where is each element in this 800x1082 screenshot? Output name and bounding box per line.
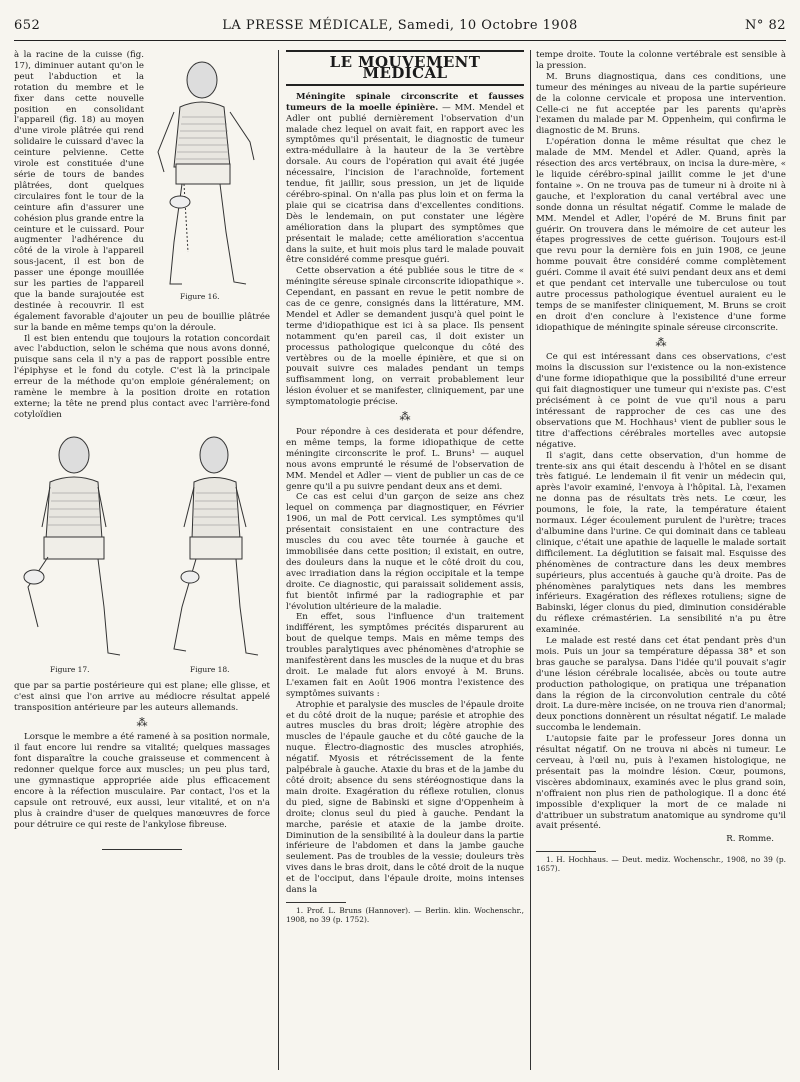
col2-paragraph: En effet, sous l'influence d'un traitement indifférent, les symptômes précités disparurent au bout de quelque temps. Mais en même temps des troubles paralytiques avec phénomènes d'atrophie se manifestèrent dans les muscles de la nuque et du bras droit. Le malade fut alors envoyé à M. Bruns. L'examen fait en Août 1906 montra l'existence des symptômes suivants : — [286, 612, 524, 699]
col2-paragraph: Cette observation a été publiée sous le titre de « méningite séreuse spinale circonscrite idiopathique ». Cependant, en passant en revue le petit nombre de cas de ce genre, consignés dans la littérature, MM. Mendel et Adler se demandent jusqu'à quel point le terme d'idiopathique est ici à sa place. Ils pensent notamment qu'en pareil cas, il doit exister un processus pathologique quelconque du côté des vertèbres ou de la moelle épinière, et que si on pouvait suivre ces malades pendant un temps suffisamment long, on verrait probablement leur lésion évoluer et se manifester, cliniquement, par une symptomatologie précise. — [286, 266, 524, 408]
article-lead: Méningite spinale circonscrite et fausses tumeurs de la moelle épinière. — [286, 91, 524, 113]
column-3 — [536, 50, 786, 1050]
column-divider — [530, 50, 531, 1070]
figure-16-illustration — [150, 52, 270, 292]
col1-paragraph: que par sa partie postérieure qui est plane; elle glisse, et c'est ainsi que l'on arrive au médiocre résultat appelé transposition antérieure par les auteurs allemands. — [14, 680, 270, 713]
figure-18-caption: Figure 18. — [190, 664, 230, 674]
col3-paragraph: tempe droite. Toute la colonne vertébrale est sensible à la pression. — [536, 50, 786, 71]
page-header — [14, 18, 786, 41]
column-1 — [14, 50, 270, 1050]
author-signature: R. Romme. — [726, 834, 774, 845]
section-separator: ⁂ — [655, 335, 667, 349]
figure-17-caption: Figure 17. — [50, 664, 90, 674]
figure-16 — [150, 52, 270, 302]
figures-17-18-illustration — [14, 427, 270, 663]
footnote-rule — [286, 902, 346, 903]
journal-title: LA PRESSE MÉDICALE, Samedi, 10 Octobre 1908 — [222, 18, 578, 33]
footnote: 1. H. Hochhaus. — Deut. mediz. Wochenschr., 1908, no 39 (p. 1657). — [536, 855, 786, 874]
col1-paragraph: Il est bien entendu que toujours la rotation concordait avec l'abduction, selon le schéma que nous avons donné, puisque sans cela il n'y a pas de rapport possible entre l'épiphyse et le fond du cotyle. C'est là la principale erreur de la méthode qu'on emploie généralement; on ramène le membre à la position droite en rotation externe; la tête ne prend plus contact avec l'arrière-fond cotyloïdien — [14, 333, 270, 420]
col2-paragraph: Atrophie et paralysie des muscles de l'épaule droite et du côté droit de la nuque; parésie et atrophie des autres muscles du bras droit; légère atrophie des muscles de l'épaule gauche et du côté gauche de la nuque. Électro-diagnostic des muscles atrophiés, négatif. Myosis et rétrécissement de la fente palpébrale à gauche. Ataxie du bras et de la jambe du côté droit; absence du sens stéréognostique dans la main droite. Exagération du réflexe rotulien, clonus du pied, signe de Babinski et signe d'Oppenheim à droite; clonus seul du pied à gauche. Pendant la marche, parésie et ataxie de la jambe droite. Diminution de la sensibilité à la douleur dans la partie inférieure de l'abdomen et dans la jambe gauche seulement. Pas de troubles de la vessie; douleurs très vives dans le bras droit, dans le côté droit de la nuque et de l'occiput, dans l'épaule droite, moins intenses dans la — [286, 699, 524, 896]
col3-paragraph: M. Bruns diagnostiqua, dans ces conditions, une tumeur des méninges au niveau de la partie supérieure de la colonne cervicale et proposa une intervention. Celle-ci ne fut acceptée par les parents qu'après l'examen du malade par M. Oppenheim, qui confirma le diagnostic de M. Bruns. — [536, 71, 786, 137]
col2-paragraph: Ce cas est celui d'un garçon de seize ans chez lequel on commença par diagnostiquer, en Février 1906, un mal de Pott cervical. Les symptômes qu'il présentait consistaient en une contracture des muscles du cou avec tête tournée à gauche et immobilisée dans cette position; il existait, en outre, des douleurs dans la nuque et le côté droit du cou, avec irradiation dans la région occipitale et la tempe droite. Ce diagnostic, qui paraissait solidement assis, fut bientôt infirmé par la radiographie et par l'évolution ultérieure de la maladie. — [286, 492, 524, 612]
col3-paragraph: Ce qui est intéressant dans ces observations, c'est moins la discussion sur l'existence ou la non-existence d'une forme idiopathique que la possibilité d'une erreur qui fait diagnostiquer une tumeur qui n'existe pas. C'est précisément à ce point de vue qu'il nous a paru intéressant de rapprocher de ces cas une des observations que M. Hochhaus¹ vient de publier sous le titre d'affections cérébrales mortelles avec autopsie négative. — [536, 352, 786, 450]
page-number: 652 — [14, 18, 41, 33]
col3-paragraph: L'opération donna le même résultat que chez le malade de MM. Mendel et Adler. Quand, après la résection des arcs vertébraux, on incisa la dure-mère, « le liquide cérébro-spinal jaillit comme le jet d'une fontaine ». On ne trouva pas de tumeur ni à droite ni à gauche, et l'exploration du canal vertébral avec une sonde donna un résultat négatif. Comme le malade de MM. Mendel et Adler, l'opéré de M. Bruns finit par guérir. On trouvera dans le mémoire de cet auteur les étapes progressives de cette guérison. Toujours est-il que revu pour la dernière fois en juin 1908, ce jeune homme pouvait être considéré comme complètement guéri. Comme il avait été suivi pendant deux ans et demi et que pendant cet intervalle une tuberculose ou tout autre processus pathologique éventuel auraient eu le temps de se manifester cliniquement, M. Bruns se croit en droit d'en conclure à l'existence d'une forme idiopathique de méningite spinale séreuse circonscrite. — [536, 137, 786, 333]
figure-16-caption: Figure 16. — [180, 292, 220, 301]
end-rule — [102, 849, 182, 850]
footnote-rule — [536, 851, 596, 852]
col2-paragraph: Pour répondre à ces desiderata et pour défendre, en même temps, la forme idiopathique de cette méningite circonscrite le prof. L. Bruns¹ — auquel nous avons emprunté le résumé de l'observation de MM. Mendel et Adler — vient de publier un cas de ce genre qu'il a pu suivre pendant deux ans et demi. — [286, 427, 524, 492]
footnote: 1. Prof. L. Bruns (Hannover). — Berlin. klin. Wochenschr., 1908, no 39 (p. 1752). — [286, 905, 524, 924]
column-divider — [278, 50, 279, 1070]
section-title: LE MOUVEMENT MÉDICAL — [286, 50, 524, 86]
column-2 — [286, 50, 524, 1050]
issue-number: N° 82 — [744, 18, 786, 33]
section-separator: ⁂ — [399, 410, 411, 424]
figures-17-18 — [14, 427, 270, 677]
col3-paragraph: Le malade est resté dans cet état pendant près d'un mois. Puis un jour sa température dépassa 38° et son bras gauche se paralysa. Dans l'idée qu'il pouvait s'agir d'une lésion cérébrale localisée, abcès ou toute autre production pathologique, on pratiqua une trépanation dans la région de la circonvolution centrale du côté droit. La dure-mère incisée, on ne trouva rien d'anormal; deux ponctions donnèrent un résultat négatif. Le malade succomba le lendemain. — [536, 636, 786, 734]
col3-paragraph: L'autopsie faite par le professeur Jores donna un résultat négatif. On ne trouva ni abcès ni tumeur. Le cerveau, à l'œil nu, puis à l'examen histologique, ne présentait pas la moindre lésion. Cœur, poumons, viscères abdominaux, examinés avec le plus grand soin, n'offraient non plus rien de pathologique. Il a donc été impossible d'expliquer la mort de ce malade ni d'attribuer un substratum anatomique au syndrome qu'il avait présenté. — [536, 734, 786, 832]
col1-paragraph: à la racine de la cuisse (fig. 17), diminuer autant qu'on le peut l'abduction et la rotation du membre et le fixer dans cette nouvelle position en consolidant l'appareil (fig. 18) au moyen d'une virole plâtrée qui rend solidaire le cuissard d'avec la ceinture pelvienne. Cette virole est constituée d'une série de tours de bandes plâtrées, dont quelques circulaires font le tour de la ceinture afin d'assurer une cohésion plus grande entre la ceinture et le cuissard. Pour augmenter l'adhérence du côté de la virole à l'appareil sous-jacent, il est bon de passer une éponge mouillée sur les parties de l'appareil que la bande surajoutée est destinée à recouvrir. Il est également favorable d'ajouter un peu de bouillie plâtrée sur la bande en même temps qu'on la déroule. — [14, 50, 270, 333]
col3-paragraph: Il s'agit, dans cette observation, d'un homme de trente-six ans qui était descendu à l'hôtel en se disant très fatigué. Le lendemain il fit venir un médecin qui, après l'avoir examiné, l'envoya à l'hôpital. Là, l'examen ne donna pas de résultats très nets. Le cœur, les poumons, le foie, la rate, la température étaient normaux. Léger écoulement purulent de l'urètre; traces d'albumine dans l'urine. Ce qui dominait dans ce tableau clinique, c'était une apathie de laquelle le malade sortait difficilement. La déglutition se faisait mal. Esquisse des phénomènes de contracture dans les deux membres supérieurs, plus accentués à gauche qu'à droite. Pas de phénomènes paralytiques nets dans les membres inférieurs. Exagération des réflexes rotuliens; signe de Babinski, léger clonus du pied, diminution considérable du réflexe crémastérien. La sensibilité n'a pu être examinée. — [536, 450, 786, 636]
section-separator: ⁂ — [136, 715, 148, 729]
col1-paragraph: Lorsque le membre a été ramené à sa position normale, il faut encore lui rendre sa vitalité; quelques massages font disparaître la couche graisseuse et commencent à redonner quelque force aux muscles; un peu plus tard, une gymnastique appropriée aide plus efficacement encore à la réfection musculaire. Par contact, l'os et la capsule ont retrouvé, eux aussi, leur vitalité, et on n'a plus à craindre d'user de quelques manœuvres de force pour détruire ce qui reste de l'ankylose fibreuse. — [14, 732, 270, 830]
col2-paragraph: — MM. Mendel et Adler ont publié dernièrement l'observation d'un malade chez lequel on avait fait, en rapport avec les symptômes qu'il présentait, le diagnostic de tumeur extra-médullaire à la hauteur de la 3e vertèbre dorsale. Au cours de l'opération qui avait été jugée nécessaire, l'incision de l'arachnoïde, fortement tendue, fit jaillir, sous pression, un jet de liquide cérébro-spinal. On n'alla pas plus loin et on ferma la plaie qui se cicatrisa dans d'excellentes conditions. Dès le lendemain, on put constater une légère amélioration dans la plupart des symptômes que présentait le malade; cette amélioration s'accentua dans la suite, et huit mois plus tard le malade pouvait être considéré comme presque guéri. — [286, 102, 524, 266]
